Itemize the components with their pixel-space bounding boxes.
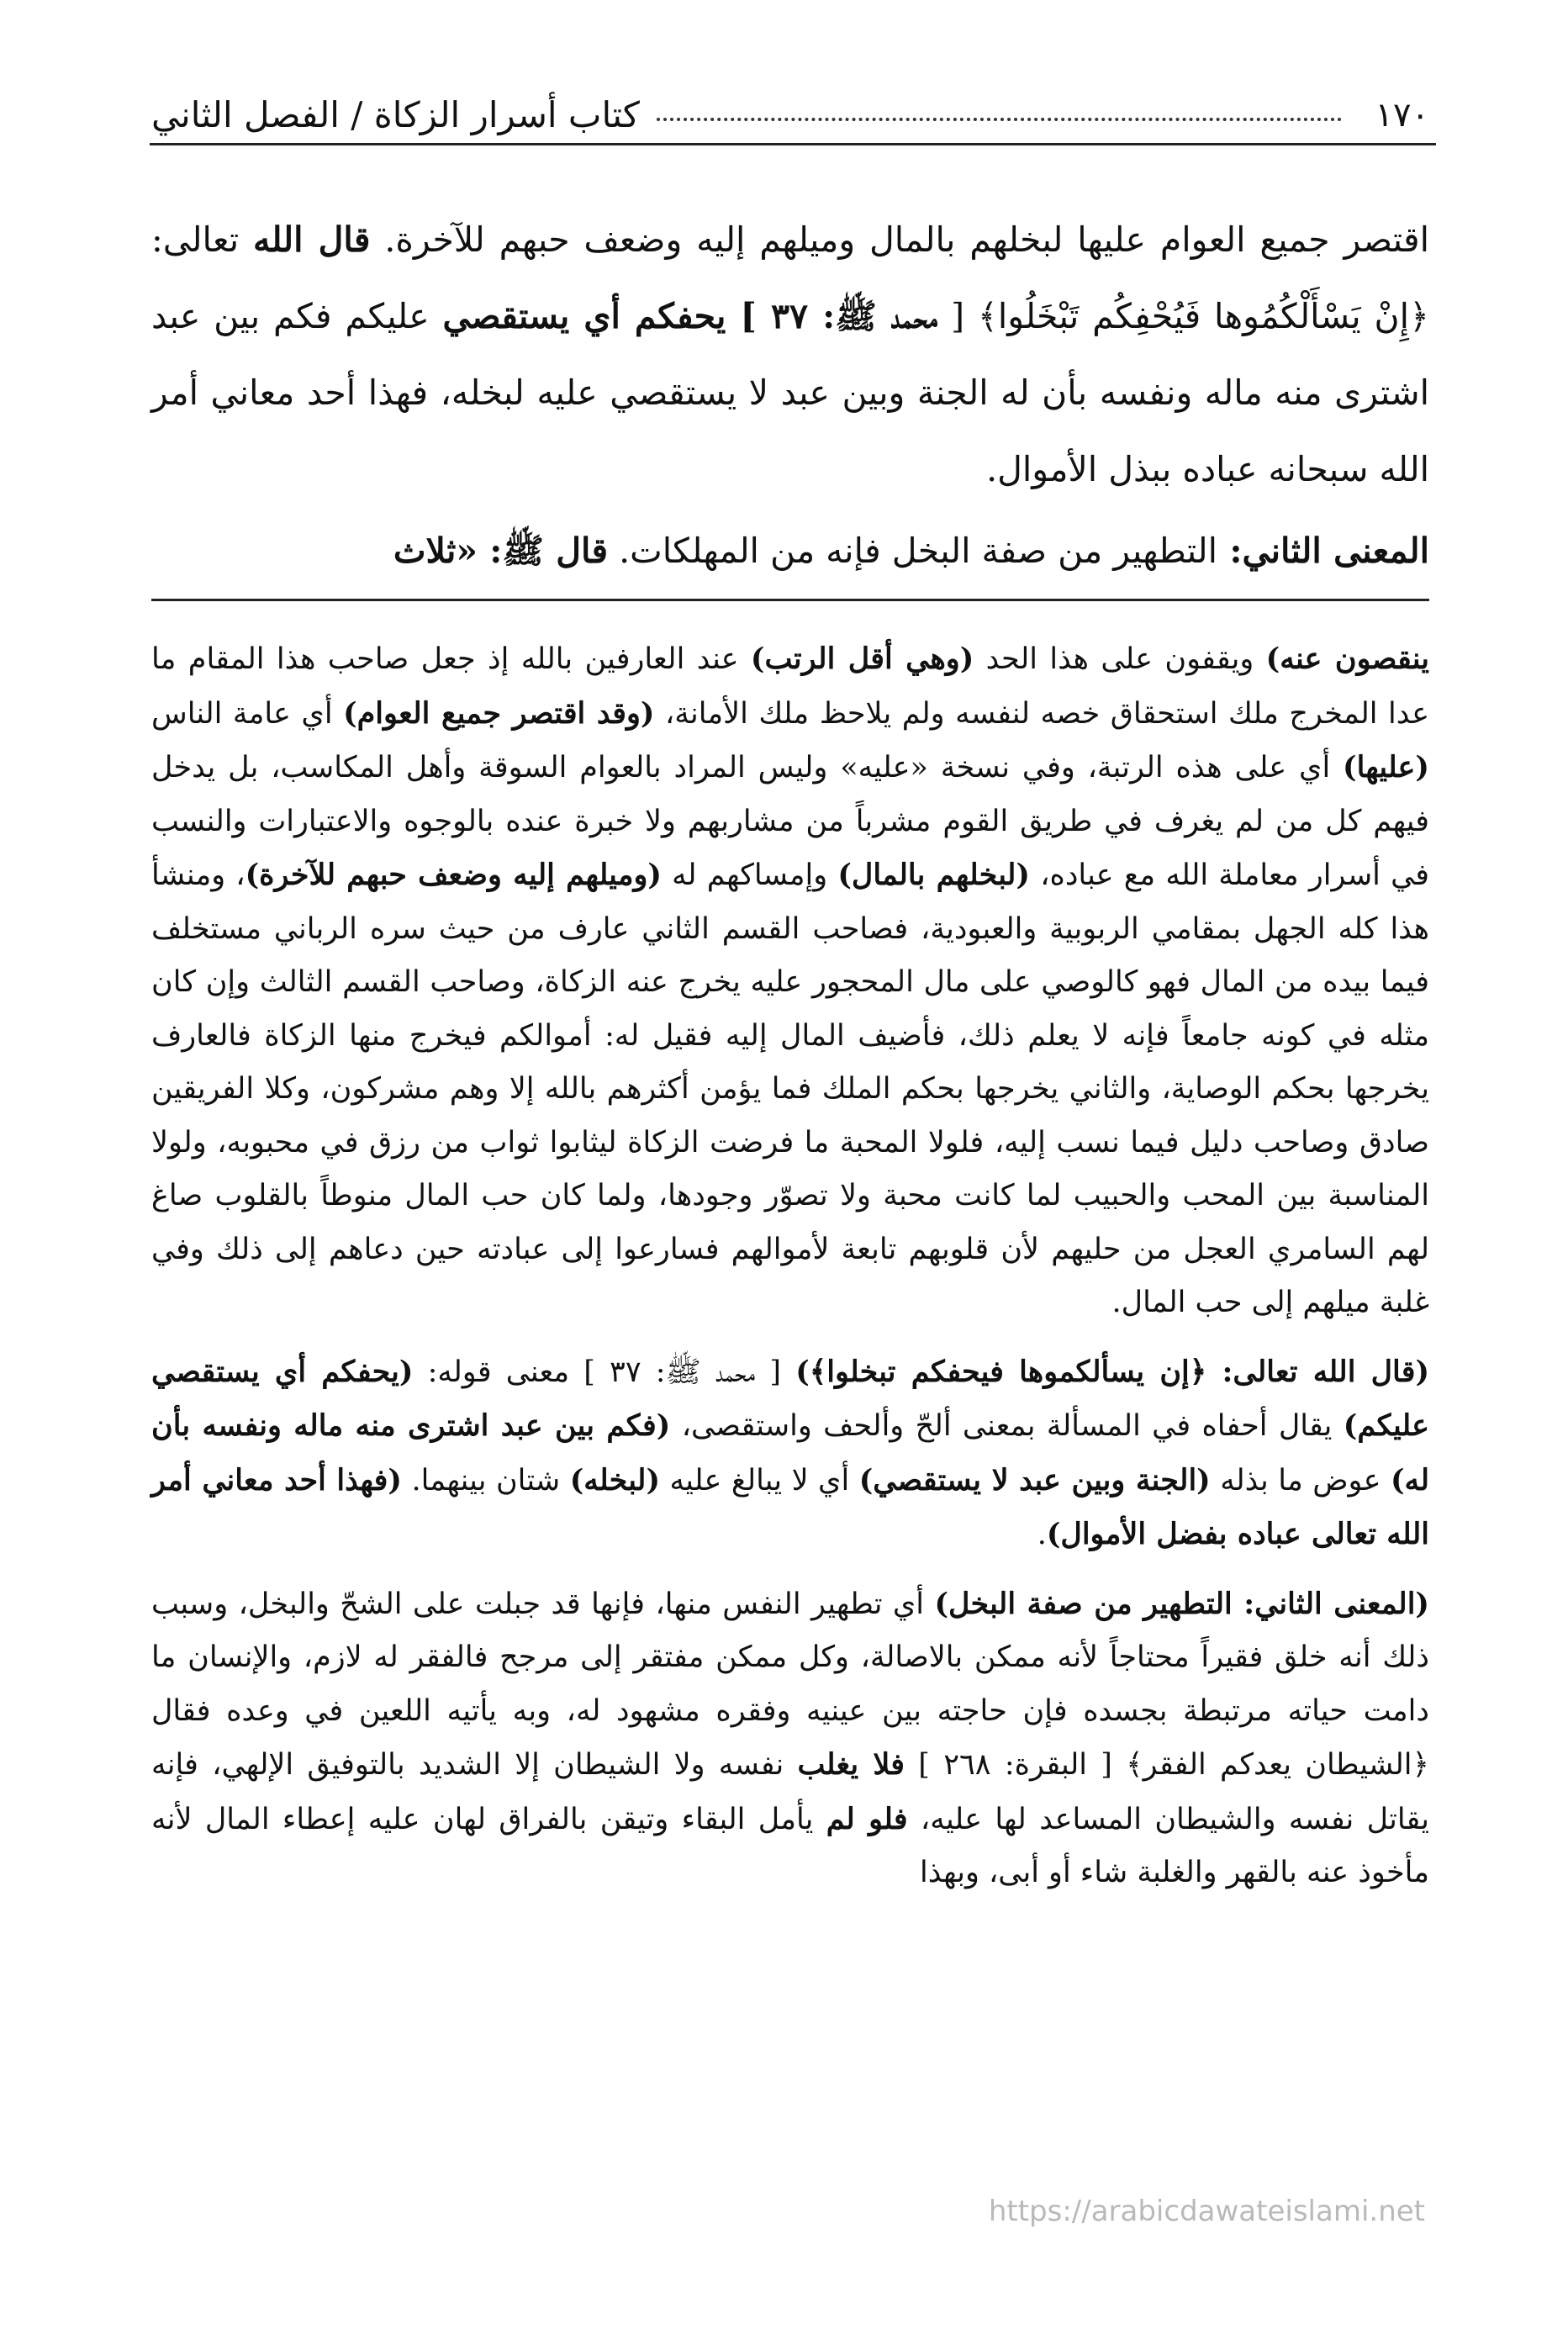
main-text — [151, 202, 1429, 589]
page-number: ١٧٠ — [1375, 95, 1429, 135]
book-chapter-title: كتاب أسرار الزكاة / الفصل الثاني — [151, 94, 640, 135]
header-rule — [150, 143, 1436, 145]
commentary-paragraph-2: (قال الله تعالى: ﴿إن يسألكموها فيحفكم تبخلوا﴾) [ محمد ﷺ: ٣٧ ] معنى قوله: (يحفكم أي يستقصي عليكم) يقال أحفاه في المسألة بمعنى ألحّ وألحف واستقصى، (فكم بين عبد اشترى منه ماله ونفسه بأن له) عوض ما بذله (الجنة وبين عبد لا يستقصي) أي لا يبالغ عليه (لبخله) شتان بينهما. (فهذا أحد معاني أمر الله تعالى عباده بفضل الأموال). — [151, 1354, 1430, 1551]
commentary-paragraph-1: ينقصون عنه) ويقفون على هذا الحد (وهي أقل الرتب) عند العارفين بالله إذ جعل صاحب هذا المقام ما عدا المخرج ملك استحقاق خصه لنفسه ولم يلاحظ ملك الأمانة، (وقد اقتصر جميع العوام) أي عامة الناس (عليها) أي على هذه الرتبة، وفي نسخة «عليه» وليس المراد بالعوام السوقة وأهل المكاسب، بل يدخل فيهم كل من لم يغرف في طريق القوم مشرباً من مشاربهم ولا خبرة عنده بالوجوه والاعتبارات والنسب في أسرار معاملة الله مع عباده، (لبخلهم بالمال) وإمساكهم له (وميلهم إليه وضعف حبهم للآخرة)، ومنشأ هذا كله الجهل بمقامي الربوبية والعبودية، فصاحب القسم الثاني عارف من حيث سره الرباني مستخلف فيما بيده من المال فهو كالوصي على مال المحجور عليه يخرج عنه الزكاة، وصاحب القسم الثالث وإن كان مثله في كونه جامعاً فإنه لا يعلم ذلك، فأضيف المال إليه فقيل له: أموالكم فيخرج منها الزكاة فالعارف يخرجها بحكم الوصاية، والثاني يخرجها بحكم الملك فما يؤمن أكثرهم بالله إلا وهم مشركون، وكلا الفريقين صادق وصاحب دليل فيما نسب إليه، فلولا المحبة ما فرضت الزكاة ليثابوا ثواب من رزق في محبوبه، ولولا المناسبة بين المحب والحبيب لما كانت محبة ولا تصوّر وجودها، ولما كان حب المال منوطاً بالقلوب صاغ لهم السامري العجل من حليهم لأن قلوبهم تابعة لأموالهم فسارعوا إلى عبادته حين دعاهم إلى ذلك وفي غلبة ميلهم إلى حب المال. — [151, 642, 1430, 1319]
main-paragraph-1: اقتصر جميع العوام عليها لبخلهم بالمال وميلهم إليه وضعف حبهم للآخرة. قال الله تعالى: ﴿إِنْ يَسْأَلْكُمُوها فَيُحْفِكُم تَبْخَلُوا﴾ [ محمد ﷺ: ٣٧ ] يحفكم أي يستقصي عليكم فكم بين عبد اشترى منه ماله ونفسه بأن له الجنة وبين عبد لا يستقصي عليه لبخله، فهذا أحد معاني أمر الله سبحانه عباده ببذل الأموال. — [151, 219, 1429, 489]
commentary-separator — [151, 599, 1429, 601]
header-dotted-leader — [657, 109, 1342, 121]
main-paragraph-2: المعنى الثاني: التطهير من صفة البخل فإنه من المهلكات. قال ﷺ: «ثلاث — [393, 531, 1429, 571]
commentary-text — [151, 632, 1429, 1900]
commentary-paragraph-3: (المعنى الثاني: التطهير من صفة البخل) أي تطهير النفس منها، فإنها قد جبلت على الشحّ والبخل، وسبب ذلك أنه خلق فقيراً محتاجاً لأنه ممكن بالاصالة، وكل ممكن مفتقر إلى مرجح فالفقر له لازم، والإنسان ما دامت حياته مرتبطة بجسده فإن حاجته بين عينيه وفقره مشهود له، وبه يأتيه اللعين في وعده فقال ﴿الشيطان يعدكم الفقر﴾ [ البقرة: ٢٦٨ ] فلا يغلب نفسه ولا الشيطان إلا الشديد بالتوفيق الإلهي، فإنه يقاتل نفسه والشيطان المساعد لها عليه، فلو لم يأمل البقاء وتيقن بالفراق لهان عليه إعطاء المال لأنه مأخوذ عنه بالقهر والغلبة شاء أو أبى، وبهذا — [151, 1586, 1430, 1889]
running-header — [151, 94, 1429, 135]
watermark-url: https://arabicdawateislami.net — [988, 2195, 1425, 2228]
